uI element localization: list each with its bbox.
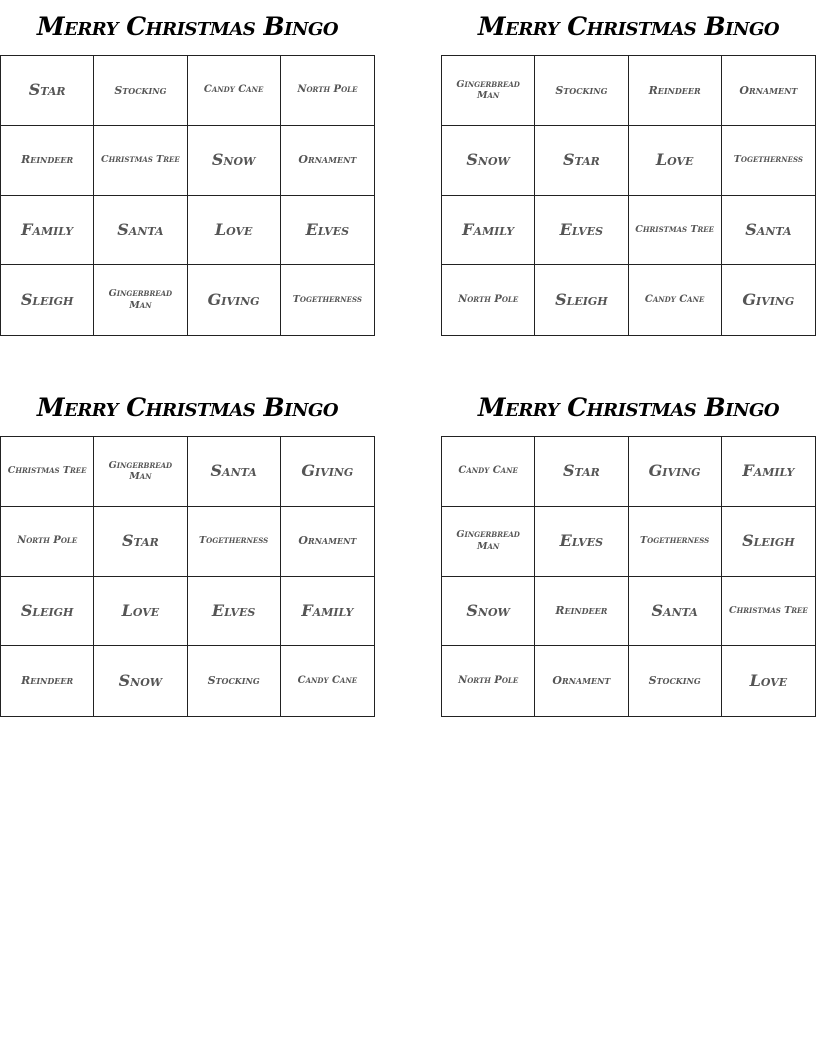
bingo-cell: Snow	[442, 126, 535, 196]
bingo-cell: Giving	[188, 265, 281, 335]
bingo-cell: Stocking	[535, 56, 628, 126]
card-title: Merry Christmas Bingo	[477, 393, 780, 422]
bingo-cell: Family	[722, 437, 815, 507]
bingo-cell: North Pole	[442, 265, 535, 335]
bingo-cell: Giving	[742, 290, 795, 310]
bingo-cell: Love	[749, 671, 788, 691]
bingo-cell: Ornament	[535, 646, 628, 716]
bingo-cell: Stocking	[629, 646, 722, 716]
bingo-cell: Star	[535, 437, 628, 507]
bingo-cell: Gingerbread Man	[94, 437, 187, 507]
bingo-cell: Snow	[442, 577, 535, 647]
bingo-cell: Santa	[722, 196, 815, 266]
bingo-grid	[441, 55, 816, 336]
card-title: Merry Christmas Bingo	[477, 12, 780, 41]
bingo-cell: Elves	[535, 507, 628, 577]
bingo-cell: Love	[94, 577, 187, 647]
bingo-cell: Gingerbread Man	[442, 56, 535, 126]
card-title: Merry Christmas Bingo	[36, 12, 339, 41]
bingo-cell: Stocking	[94, 56, 187, 126]
bingo-cell: Candy Cane	[442, 437, 535, 507]
bingo-grid	[0, 436, 375, 717]
bingo-cell: Christmas Tree	[1, 437, 94, 507]
bingo-cell: Christmas Tree	[722, 577, 815, 647]
bingo-cell: Sleigh	[535, 265, 628, 335]
bingo-grid	[441, 436, 816, 717]
bingo-cell: Ornament	[281, 126, 374, 196]
bingo-cell: Togetherness	[722, 126, 815, 196]
bingo-cell: Sleigh	[1, 265, 94, 335]
bingo-cell: Christmas Tree	[94, 126, 187, 196]
bingo-cell: North Pole	[281, 56, 374, 126]
bingo-cell: Gingerbread Man	[442, 507, 535, 577]
bingo-cell: Santa	[629, 577, 722, 647]
bingo-cell: Stocking	[188, 646, 281, 716]
bingo-cell: Togetherness	[629, 507, 722, 577]
bingo-cell: Sleigh	[722, 507, 815, 577]
bingo-cell: Star	[535, 126, 628, 196]
bingo-cell: Snow	[94, 646, 187, 716]
bingo-cell: Togetherness	[292, 294, 362, 306]
bingo-cell: Reindeer	[629, 56, 722, 126]
bingo-cell: Giving	[629, 437, 722, 507]
bingo-cell: Reindeer	[1, 126, 94, 196]
bingo-cell: Giving	[281, 437, 374, 507]
bingo-cell: Family	[1, 196, 94, 266]
bingo-cell: Family	[281, 577, 374, 647]
bingo-cell: Elves	[188, 577, 281, 647]
bingo-grid	[0, 55, 375, 336]
bingo-cell: Love	[188, 196, 281, 266]
bingo-cell: Elves	[281, 196, 374, 266]
bingo-cell: Sleigh	[1, 577, 94, 647]
bingo-cell: Star	[1, 56, 94, 126]
bingo-cell: Christmas Tree	[629, 196, 722, 266]
bingo-cell: Gingerbread Man	[94, 265, 187, 335]
bingo-cell: Candy Cane	[629, 265, 722, 335]
bingo-cell: Elves	[535, 196, 628, 266]
bingo-cell: Reindeer	[535, 577, 628, 647]
bingo-cell: North Pole	[1, 507, 94, 577]
bingo-cell: Candy Cane	[188, 56, 281, 126]
bingo-cell: Reindeer	[1, 646, 94, 716]
bingo-cell: Ornament	[722, 56, 815, 126]
bingo-cell: Love	[629, 126, 722, 196]
bingo-cell: Santa	[94, 196, 187, 266]
bingo-cell: Candy Cane	[297, 674, 358, 686]
card-title: Merry Christmas Bingo	[36, 393, 339, 422]
bingo-cell: North Pole	[442, 646, 535, 716]
bingo-cell: Family	[442, 196, 535, 266]
bingo-cell: Santa	[188, 437, 281, 507]
bingo-cell: Star	[94, 507, 187, 577]
bingo-cell: Togetherness	[188, 507, 281, 577]
bingo-cell: Snow	[188, 126, 281, 196]
bingo-cell: Ornament	[281, 507, 374, 577]
